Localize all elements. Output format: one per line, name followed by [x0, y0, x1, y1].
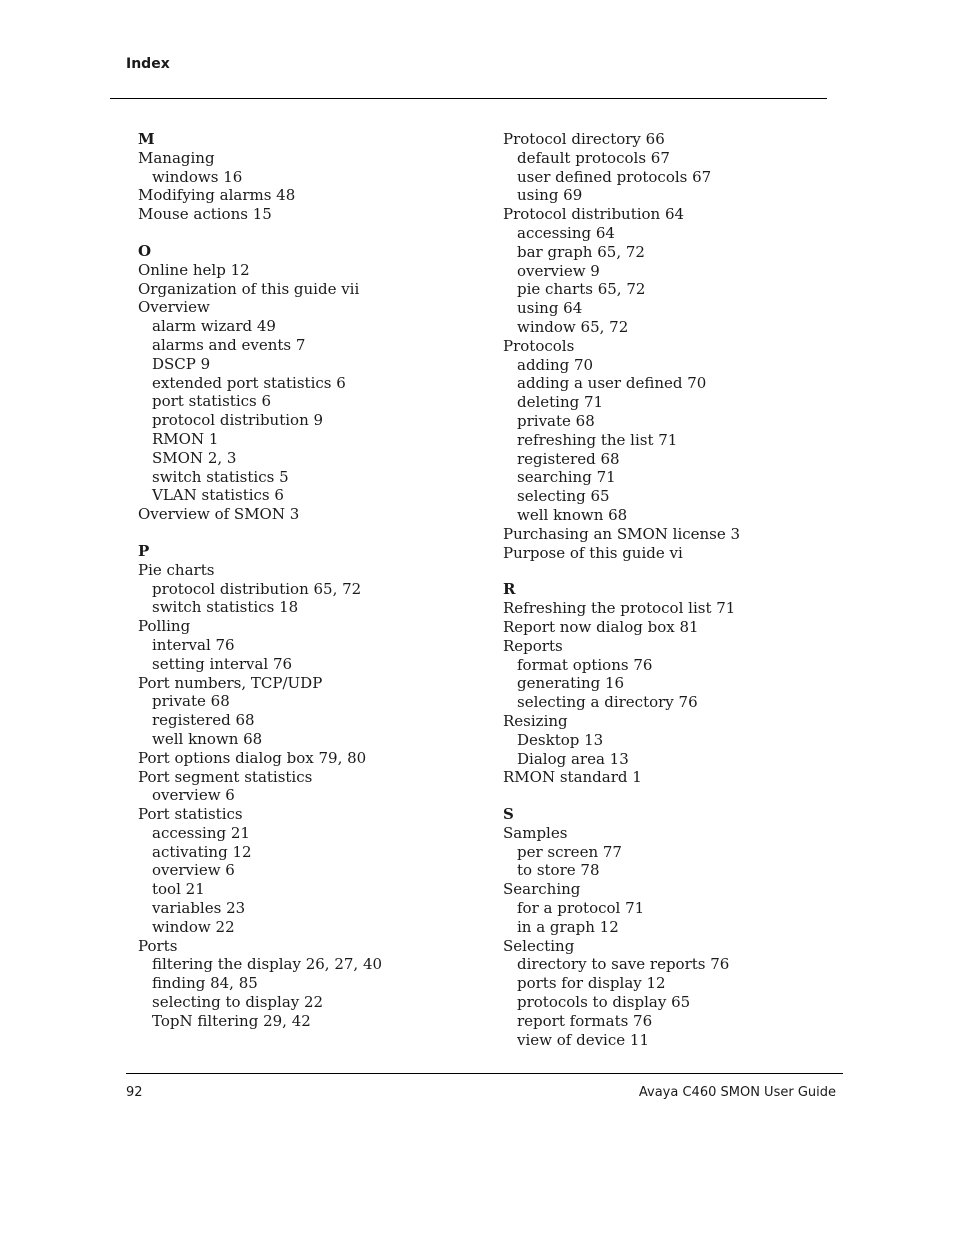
- index-subentry: RMON 1: [152, 429, 219, 448]
- index-subentry: refreshing the list 71: [517, 430, 678, 449]
- index-subentry: variables 23: [152, 899, 246, 918]
- index-subentry: setting interval 76: [152, 654, 293, 673]
- index-entry: Online help 12: [138, 260, 250, 279]
- index-entry: Overview: [138, 298, 210, 317]
- index-subentry: overview 6: [152, 786, 235, 805]
- index-subentry: to store 78: [517, 861, 600, 880]
- index-entry: Resizing: [503, 711, 568, 730]
- index-subentry: in a graph 12: [517, 917, 619, 936]
- index-subentry: window 65, 72: [517, 317, 629, 336]
- index-entry: Organization of this guide vii: [138, 279, 360, 298]
- index-subentry: finding 84, 85: [152, 974, 258, 993]
- index-subentry: switch statistics 18: [152, 598, 299, 617]
- index-subentry: private 68: [517, 411, 595, 430]
- index-entry: Reports: [503, 636, 563, 655]
- index-entry: Overview of SMON 3: [138, 505, 300, 524]
- footer-rule: [126, 1073, 843, 1074]
- index-subentry: selecting a directory 76: [517, 693, 698, 712]
- index-subentry: protocol distribution 9: [152, 411, 324, 430]
- index-subentry: switch statistics 5: [152, 467, 289, 486]
- index-entry: Mouse actions 15: [138, 205, 272, 224]
- index-section: [503, 805, 853, 1049]
- index-subentry: window 22: [152, 917, 235, 936]
- index-entry: Port numbers, TCP/UDP: [138, 673, 323, 692]
- page-number: 92: [126, 1085, 143, 1100]
- index-letter-heading: R: [503, 580, 516, 599]
- index-subentry: protocol distribution 65, 72: [152, 579, 362, 598]
- index-subentry: SMON 2, 3: [152, 448, 237, 467]
- index-entry: Protocols: [503, 336, 575, 355]
- index-entry: RMON standard 1: [503, 768, 642, 787]
- index-entry: Purpose of this guide vi: [503, 543, 683, 562]
- index-subentry: ports for display 12: [517, 974, 666, 993]
- index-entry: Report now dialog box 81: [503, 617, 699, 636]
- index-entry: Searching: [503, 880, 581, 899]
- index-letter-heading: M: [138, 130, 155, 148]
- index-subentry: well known 68: [152, 729, 263, 748]
- index-subentry: tool 21: [152, 880, 205, 899]
- index-letter-heading: O: [138, 241, 152, 260]
- index-entry: Protocol distribution 64: [503, 205, 685, 224]
- index-subentry: pie charts 65, 72: [517, 280, 646, 299]
- index-subentry: overview 9: [517, 261, 600, 280]
- index-subentry: filtering the display 26, 27, 40: [152, 955, 383, 974]
- index-section: [138, 130, 488, 224]
- index-subentry: per screen 77: [517, 842, 622, 861]
- index-section: [138, 542, 488, 1031]
- index-subentry: extended port statistics 6: [152, 373, 346, 392]
- index-subentry: format options 76: [517, 655, 653, 674]
- index-subentry: adding a user defined 70: [517, 374, 707, 393]
- index-subentry: VLAN statistics 6: [152, 486, 284, 505]
- index-subentry: using 69: [517, 186, 583, 205]
- index-column-right: [503, 130, 853, 1067]
- page-header-title: Index: [126, 56, 170, 72]
- index-subentry: selecting 65: [517, 487, 610, 506]
- index-entry: Port segment statistics: [138, 767, 313, 786]
- index-subentry: bar graph 65, 72: [517, 242, 645, 261]
- index-subentry: registered 68: [517, 449, 620, 468]
- index-subentry: adding 70: [517, 355, 594, 374]
- index-subentry: TopN filtering 29, 42: [152, 1011, 311, 1030]
- index-subentry: default protocols 67: [517, 148, 670, 167]
- index-subentry: report formats 76: [517, 1011, 653, 1030]
- index-subentry: generating 16: [517, 674, 625, 693]
- index-subentry: interval 76: [152, 635, 235, 654]
- index-subentry: windows 16: [152, 167, 243, 186]
- index-subentry: deleting 71: [517, 393, 604, 412]
- index-subentry: user defined protocols 67: [517, 167, 712, 186]
- index-entry: Polling: [138, 617, 191, 636]
- index-entry: Samples: [503, 823, 568, 842]
- index-subentry: Dialog area 13: [517, 749, 629, 768]
- index-subentry: registered 68: [152, 711, 255, 730]
- index-subentry: for a protocol 71: [517, 899, 645, 918]
- index-subentry: alarms and events 7: [152, 335, 306, 354]
- index-subentry: port statistics 6: [152, 392, 272, 411]
- index-entry: Purchasing an SMON license 3: [503, 524, 741, 543]
- index-subentry: well known 68: [517, 505, 628, 524]
- index-section: [138, 242, 488, 524]
- index-entry: Port options dialog box 79, 80: [138, 748, 367, 767]
- index-entry: Pie charts: [138, 560, 215, 579]
- index-entry: Port statistics: [138, 805, 243, 824]
- index-subentry: overview 6: [152, 861, 235, 880]
- index-subentry: DSCP 9: [152, 354, 211, 373]
- index-entry: Protocol directory 66: [503, 130, 665, 148]
- index-subentry: alarm wizard 49: [152, 317, 276, 336]
- index-subentry: protocols to display 65: [517, 993, 691, 1012]
- index-entry: Modifying alarms 48: [138, 186, 296, 205]
- index-subentry: using 64: [517, 299, 583, 318]
- index-entry: Selecting: [503, 936, 575, 955]
- index-subentry: private 68: [152, 692, 230, 711]
- index-entry: Refreshing the protocol list 71: [503, 599, 736, 618]
- index-subentry: searching 71: [517, 468, 616, 487]
- index-subentry: activating 12: [152, 842, 252, 861]
- index-subentry: directory to save reports 76: [517, 955, 730, 974]
- index-subentry: accessing 21: [152, 823, 250, 842]
- index-letter-heading: P: [138, 541, 150, 560]
- index-section: [503, 130, 853, 562]
- index-subentry: view of device 11: [517, 1030, 649, 1049]
- index-subentry: accessing 64: [517, 223, 615, 242]
- index-section: [503, 580, 853, 787]
- guide-title: Avaya C460 SMON User Guide: [638, 1085, 836, 1100]
- index-entry: Managing: [138, 148, 215, 167]
- index-subentry: Desktop 13: [517, 730, 604, 749]
- index-column-left: [138, 130, 488, 1049]
- index-subentry: selecting to display 22: [152, 993, 324, 1012]
- index-letter-heading: S: [503, 805, 514, 824]
- index-entry: Ports: [138, 936, 178, 955]
- header-rule: [110, 98, 827, 99]
